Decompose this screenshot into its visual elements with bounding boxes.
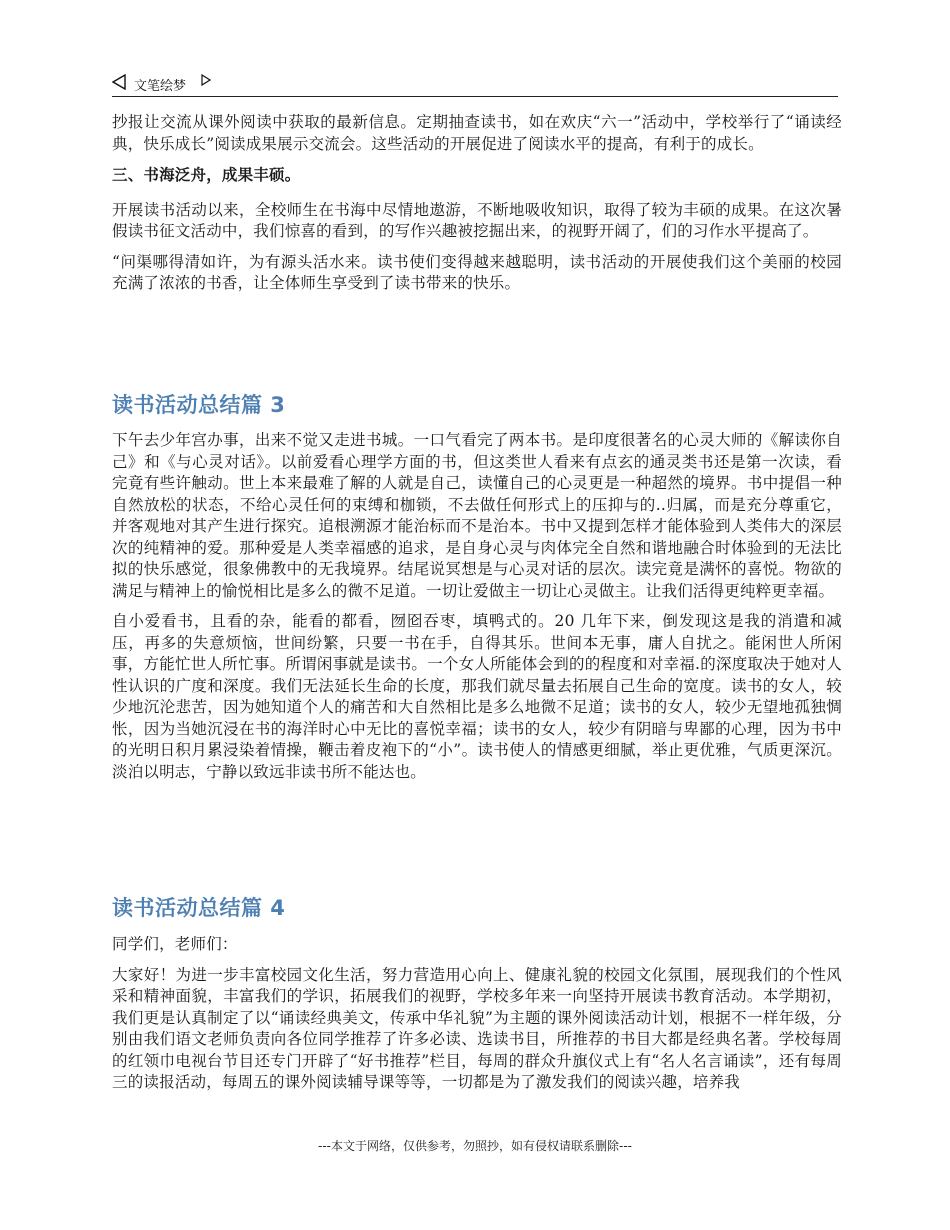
page-footer: ---本文于网络，仅供参考，勿照抄，如有侵权请联系删除--- [318,1139,632,1153]
section-title-4: 读书活动总结篇 4 [112,896,286,920]
triangle-left-icon [112,74,126,90]
paragraph: 同学们，老师们： [112,935,238,953]
section-4-body [112,934,842,1103]
section-title-3: 读书活动总结篇 3 [112,393,286,417]
bold-subheading: 三、书海泛舟，成果丰硕。 [112,165,301,184]
paragraph: 抄报让交流从课外阅读中获取的最新信息。定期抽查读书，如在欢庆“六一”活动中，学校举行了“诵读经典，快乐成长”阅读成果展示交流会。这些活动的开展促进了阅读水平的提高，有利于的成长。 [112,113,842,153]
paragraph: 开展读书活动以来，全校师生在书海中尽情地遨游，不断地吸收知识，取得了较为丰硕的成果。在这次暑假读书征文活动中，我们惊喜的看到，的写作兴趣被挖掘出来，的视野开阔了，们的习作水平提高了。 [112,200,842,240]
header-brand: 文笔绘梦 [134,79,187,94]
section-top [112,112,842,304]
triangle-right-icon [201,74,211,86]
page-header [112,72,838,97]
paragraph: “问渠哪得清如许，为有源头活水来。读书使们变得越来越聪明，读书活动的开展使我们这个美丽的校园充满了浓浓的书香，让全体师生享受到了读书带来的快乐。 [112,252,842,292]
section-3-body [112,430,842,792]
paragraph: 自小爱看书，且看的杂，能看的都看，囫囵吞枣，填鸭式的。20 几年下来，倒发现这是我的消遣和减压，再多的失意烦恼，世间纷繁，只要一书在手，自得其乐。世间本无事，庸人自扰之。能闲世人所闲事，方能忙世人所忙事。所谓闲事就是读书。一个女人所能体会到的的程度和对幸福.的深度取决于她对人性认识的广度和深度。我们无法延长生命的长度，那我们就尽量去拓展自己生命的宽度。读书的女人，较少地沉沦悲苦，因为她知道个人的痛苦和大自然相比是多么地微不足道；读书的女人，较少无望地孤独惆怅，因为当她沉浸在书的海洋时心中无比的喜悦幸福；读书的女人，较少有阴暗与卑鄙的心理，因为书中的光明日积月累浸染着情操，鞭击着皮袍下的“小”。读书使人的情感更细腻，举止更优雅，气质更深沉。淡泊以明志，宁静以致远非读书所不能达也。 [112,612,842,781]
paragraph: 大家好！为进一步丰富校园文化生活，努力营造用心向上、健康礼貌的校园文化氛围，展现我们的个性风采和精神面貌，丰富我们的学识，拓展我们的视野，学校多年来一向坚持开展读书教育活动。本学期初，我们更是认真制定了以“诵读经典美文，传承中华礼貌”为主题的课外阅读活动计划，根据不一样年级，分别由我们语文老师负责向各位同学推荐了许多必读、选读书目，所推荐的书目大都是经典名著。学校每周的红领巾电视台节目还专门开辟了“好书推荐”栏目，每周的群众升旗仪式上有“名人名言诵读”，还有每周三的读报活动，每周五的课外阅读辅导课等等，一切都是为了激发我们的阅读兴趣，培养我 [112,965,842,1091]
paragraph: 下午去少年宫办事，出来不觉又走进书城。一口气看完了两本书。是印度很著名的心灵大师的《解读你自己》和《与心灵对话》。以前爱看心理学方面的书，但这类世人看来有点玄的通灵类书还是第一次读，看完竟有些许触动。世上本来最难了解的人就是自己，读懂自己的心灵更是一种超然的境界。书中提倡一种自然放松的状态，不给心灵任何的束缚和枷锁，不去做任何形式上的压抑与的..归属，而是充分尊重它，并客观地对其产生进行探究。追根溯源才能治标而不是治本。书中又提到怎样才能体验到人类伟大的深层次的纯精神的爱。那种爱是人类幸福感的追求，是自身心灵与肉体完全自然和谐地融合时体验到的无法比拟的快乐感觉，很象佛教中的无我境界。结尾说冥想是与心灵对话的层次。读完竟是满怀的喜悦。物欲的满足与精神上的愉悦相比是多么的微不足道。一切让爱做主一切让心灵做主。让我们活得更纯粹更幸福。 [112,431,842,600]
